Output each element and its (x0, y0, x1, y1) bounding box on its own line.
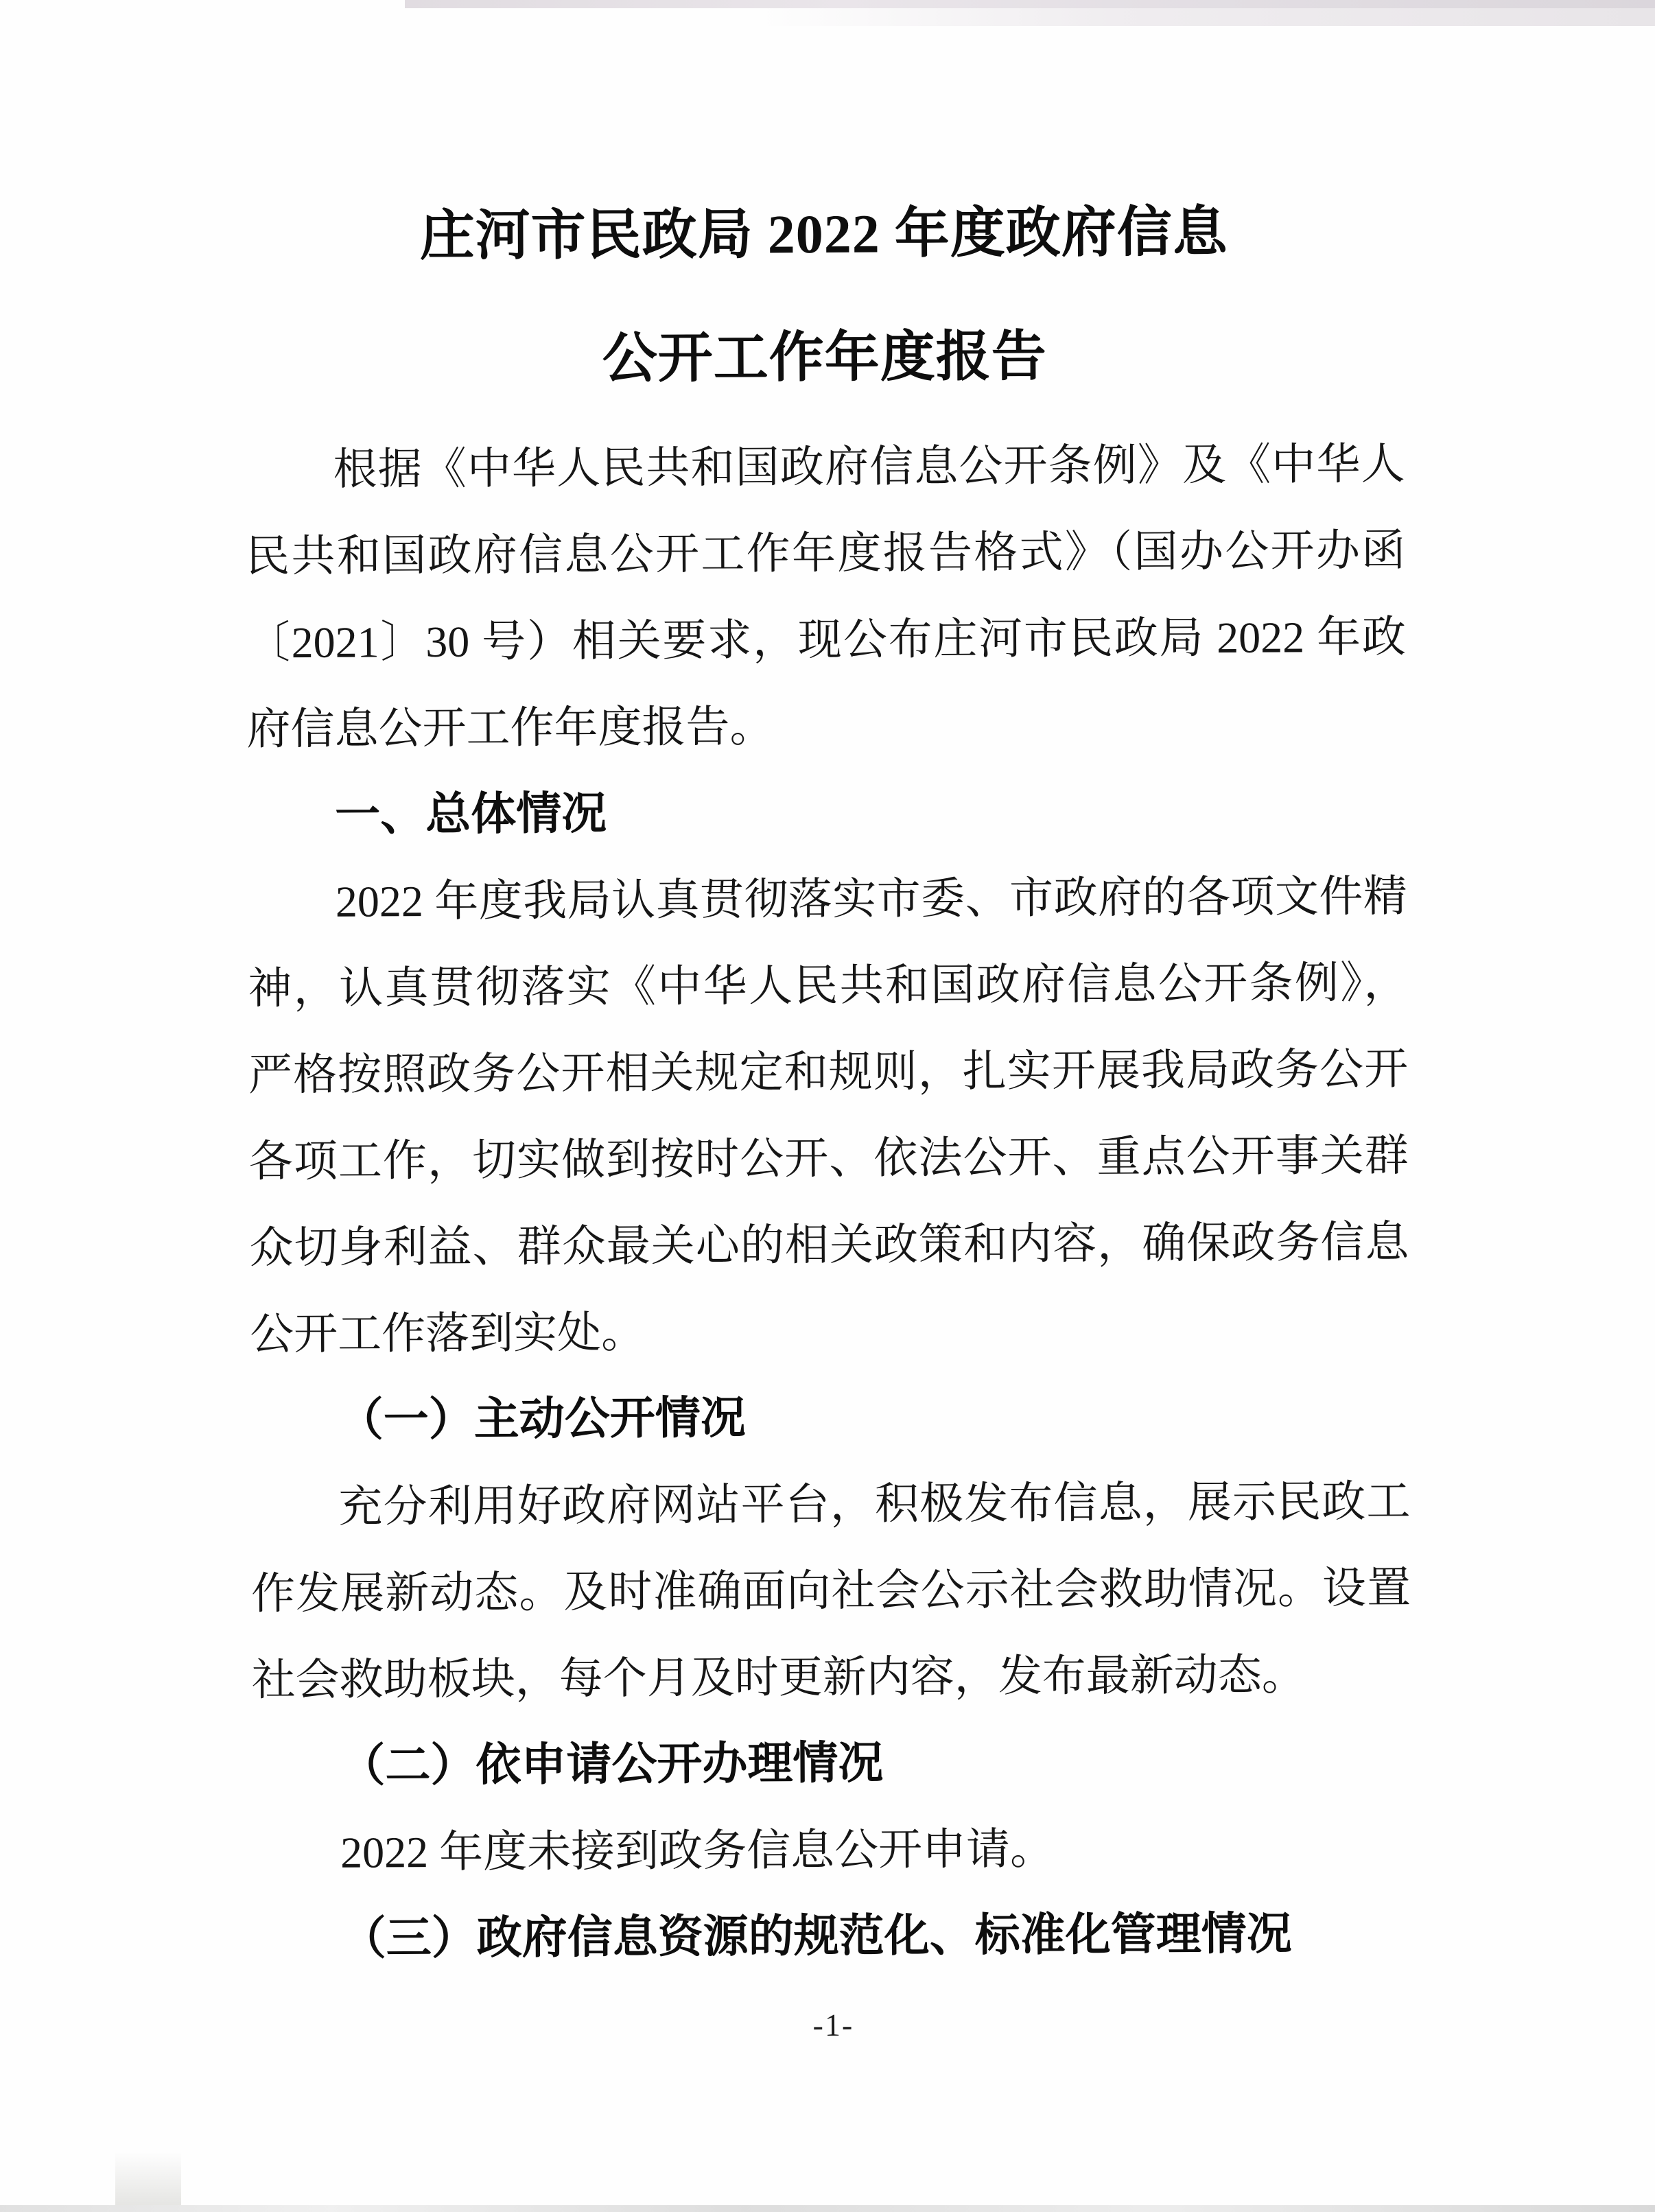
text-line: 2022 年度未接到政务信息公开申请。 (340, 1824, 1055, 1877)
text-line: 社会救助板块，每个月及时更新内容，发布最新动态。 (251, 1650, 1306, 1705)
text-line: 2022 年度我局认真贯彻落实市委、市政府的各项文件精 (335, 871, 1407, 926)
paragraph (253, 1804, 1413, 1897)
section-heading-3: （二）依申请公开办理情况 (340, 1738, 884, 1791)
text-line: 充分利用好政府网站平台，积极发布信息，展示民政工 (338, 1476, 1411, 1531)
text-line: 府信息公开工作年度报告。 (246, 702, 774, 754)
text-line: 民共和国政府信息公开工作年度报告格式》（国办公开办函 (246, 526, 1406, 581)
text-line: 公开工作落到实处。 (249, 1308, 646, 1359)
text-line: 严格按照政务公开相关规定和规则，扎实开展我局政务公开 (248, 1044, 1409, 1100)
text-line: 〔2021〕30 号）相关要求，现公布庄河市民政局 2022 年政 (246, 612, 1407, 668)
paragraph (248, 854, 1410, 1378)
section-heading-4: （三）政府信息资源的规范化、标准化管理情况 (340, 1909, 1292, 1964)
paragraph (245, 421, 1407, 773)
text-line: 众切身利益、群众最关心的相关政策和内容，确保政务信息 (249, 1217, 1409, 1273)
document-body (245, 421, 1413, 1984)
scan-artifact-smudge (115, 2152, 181, 2205)
title-line-2: 公开工作年度报告 (602, 327, 1047, 390)
scan-artifact-bottom (0, 2205, 1655, 2212)
page-number: -1- (812, 2007, 854, 2043)
text-line: 各项工作，切实做到按时公开、依法公开、重点公开事关群 (248, 1131, 1409, 1186)
text-line: 作发展新动态。及时准确面向社会公示社会救助情况。设置 (250, 1563, 1411, 1619)
section-heading-2: （一）主动公开情况 (338, 1393, 746, 1446)
title-line-1: 庄河市民政局 2022 年度政府信息 (419, 202, 1228, 268)
document-content (243, 0, 1413, 2043)
document-title (244, 170, 1405, 423)
section-heading-1: 一、总体情况 (334, 788, 607, 840)
text-line: 根据《中华人民共和国政府信息公开条例》及《中华人 (333, 439, 1405, 494)
paragraph (250, 1459, 1411, 1724)
text-line: 神，认真贯彻落实《中华人民共和国政府信息公开条例》， (248, 958, 1408, 1013)
